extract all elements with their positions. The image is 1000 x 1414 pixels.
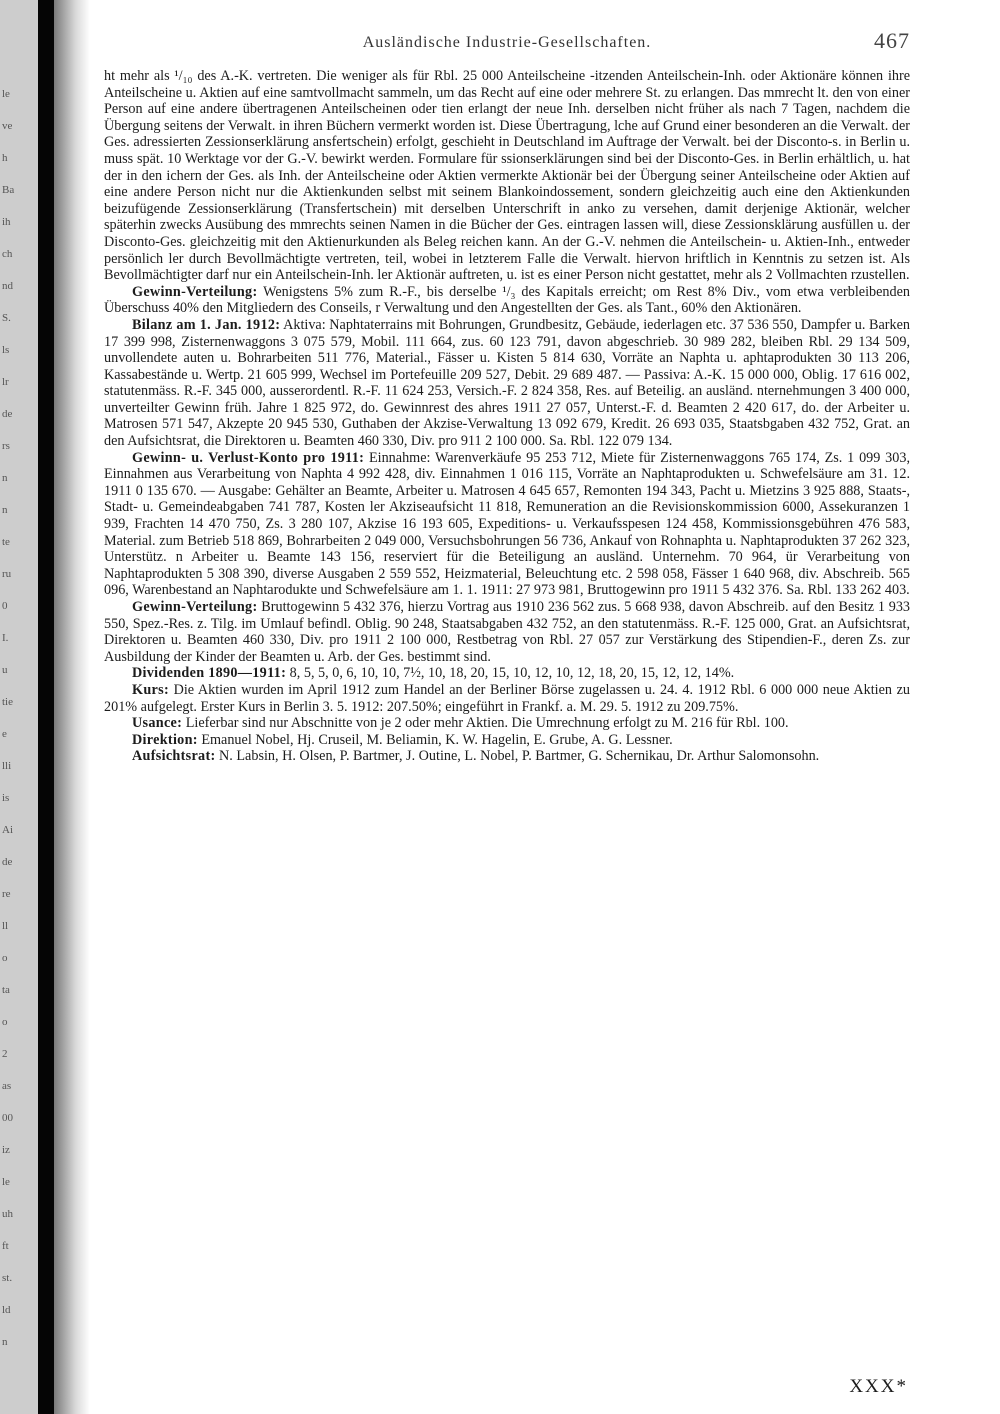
section-text: 8, 5, 5, 0, 6, 10, 10, 7½, 10, 18, 20, 15, 10, 12, 10, 12, 18, 20, 15, 12, 12, 14%.	[289, 665, 735, 682]
running-head	[104, 28, 910, 58]
section-heading: Kurs:	[132, 681, 169, 698]
adjacent-page-strip	[0, 0, 38, 1414]
adjacent-page-fragment: as	[2, 1080, 12, 1092]
adjacent-page-fragment: ls	[2, 344, 10, 356]
section-aufsichtsrat	[104, 748, 910, 765]
section-heading: Gewinn-Verteilung:	[132, 283, 258, 300]
book-gutter	[38, 0, 54, 1414]
section-heading: Gewinn-Verteilung:	[132, 599, 258, 615]
section-text: N. Labsin, H. Olsen, P. Bartmer, J. Outine, L. Nobel, P. Bartmer, G. Schernikau, Dr. Arthur Salomonsohn.	[219, 748, 820, 765]
adjacent-page-fragment: de	[2, 408, 13, 420]
adjacent-page-fragment: S.	[2, 312, 11, 324]
adjacent-page-fragment: ru	[2, 568, 12, 580]
section-text: Einnahme: Warenverkäufe 95 253 712, Miete für Zisternenwaggons 765 174, Zs. 1 099 303, Einnahmen aus Verarbeitung von Naphta 4 992 428, div. Einnahmen 1 016 115, Vorräte an Naphtaprodukten u. Schwefelsäure am 31. 12. 1911 0 135 670. — Ausgabe: Gehälter an Beamte, Arbeiter u. Matrosen 4 645 657, Remonten 194 343, Pacht u. Mietzins 3 925 888, Staats-, Stadt- u. Gemeindeabgaben 741 787, Kosten ler Akziseaufsicht 11 818, Remuneration an die Revisionskommission 6000, Assekuranzen 1 939, Frachten 14 470 750, Zs. 3 280 107, Akzise 16 193 605, Expeditions- u. Verkaufsspesen 124 458, Kommissionsgebühren 476 583, Material. zum Betrieb 518 869, Bohrarbeiten 2 049 000, Versuchsbohrungen 56 736, Ankauf von Rohnaphta u. Naphtaprodukten 37 262 323, Unterstütz. n Arbeiter u. Beamte 143 156, reserviert für die Beteiligung an ausländ. Unternehm. 70 964, ür Verarbeitung von Naphtaprodukten 5 308 390, diverse Ausgaben 2 559 552, Heizmaterial, Beleuchtung etc. 2 598 058, Fässer 1 640 968, div. Abschreib. 565 096, Warenbestand an Naphtarodukte und Schwefelsäure am 1. 1. 1911: 27 973 981, Bruttogewinn pro 1911 5 432 376. Sa. Rbl. 133 262 403.	[104, 449, 910, 599]
adjacent-page-fragment: de	[2, 856, 13, 868]
adjacent-page-fragment: uh	[2, 1208, 13, 1220]
section-gewinn-verlust-konto	[104, 450, 910, 599]
section-dividenden	[104, 665, 910, 682]
adjacent-page-fragment: lr	[2, 376, 9, 388]
adjacent-page-fragment: 0	[2, 600, 8, 612]
adjacent-page-fragment: I.	[2, 632, 9, 644]
section-text: Bruttogewinn 5 432 376, hierzu Vortrag aus 1910 236 562 zus. 5 668 938, davon Abschreib. auf den Besitz 1 933 550, Spez.-Res. z. Tilg. im Umlauf befindl. Oblig. 90 248, Staatsabgaben 432 752, an den statutenmäss. R.-F. 125 000, Grat. an Aufsichtsrat, Direktoren u. Beamten 460 330, Div. pro 1911 2 100 000, Restbetrag von Rbl. 27 057 zur Verstärkung des Stipendien-F., deren Zs. zur Ausbildung der Kinder der Beamten u. Arb. der Ges. bestimmt sind.	[104, 599, 911, 665]
signature-mark: XXX*	[849, 1376, 908, 1397]
adjacent-page-fragment: n	[2, 472, 8, 484]
section-heading: Gewinn- u. Verlust-Konto pro 1911:	[132, 449, 365, 466]
section-heading: Bilanz am 1. Jan. 1912:	[132, 316, 281, 333]
section-text: Lieferbar sind nur Abschnitte von je 2 oder mehr Aktien. Die Umrechnung erfolgt zu M. 216 für Rbl. 100.	[185, 715, 789, 732]
section-bilanz	[104, 317, 910, 450]
section-text: Wenigstens 5% zum R.-F., bis derselbe ¹/₃ des Kapitals erreicht; om Rest 8% Div., vom etwa verbleibenden Überschuss 40% den Mitgliedern des Conseils, r Verwaltung und den Angestellten der Ges. als Tant., 60% den Aktionären.	[104, 283, 910, 317]
adjacent-page-fragment: ch	[2, 248, 13, 260]
adjacent-page-fragment: ta	[2, 984, 10, 996]
page	[104, 28, 910, 765]
section-heading: Usance:	[132, 715, 183, 732]
adjacent-page-fragment: Ba	[2, 184, 15, 196]
section-gewinn-verteilung-1911	[104, 599, 910, 665]
section-heading: Direktion:	[132, 731, 198, 748]
adjacent-page-fragment: ve	[2, 120, 13, 132]
adjacent-page-fragment: n	[2, 1336, 8, 1348]
adjacent-page-fragment: ll	[2, 920, 9, 932]
adjacent-page-fragment: e	[2, 728, 7, 740]
adjacent-page-fragment: h	[2, 152, 8, 164]
adjacent-page-fragment: rs	[2, 440, 10, 452]
intro-paragraph: ht mehr als ¹/₁₀ des A.-K. vertreten. Die weniger als für Rbl. 25 000 Anteilscheine -itzenden Anteilschein-Inh. oder Aktionäre können ihre Anteilscheine u. Aktien auf eine samtvollmacht sammeln, um das Recht auf eine oder mehrere St. zu erlangen. Das mmrecht lt. den von einer Person auf eine andere übertragenen Anteilscheinen oder tien erlangt der neue Inh. derselben nicht früher als nach 7 Tagen, nachdem die Übergung seitens der Verwalt. in ihren Büchern vermerkt worden ist. Diese Übertragung, lche auf Grund einer besonderen an die Verwalt. der Ges. adressierten Zessionserklärung ansfertschein) erfolgt, geschieht in Deutschland im Auftrage der Verwalt. bei der Disconto-s. in Berlin u. muss spät. 10 Werktage vor der G.-V. bewirkt werden. Formulare für ssionserklärungen sind bei der Disconto-Ges. in Berlin erhältlich, u. hat der in den ichern der Ges. als Inh. der Anteilscheine oder Aktien vermerkte Aktionär bei der Übergung seiner Anteilscheine oder Aktien auf eine andere Person nicht nur die Aktienkunden selbst mit seinem Blankoindossement, sondern gleichzeitig auch eine den Aktienkunden beizufügende Zessionserklärung (Transfertschein) mit derselben Unterschrift in anko zu versehen, damit derjenige Aktionär, welcher späterhin zwecks Ausübung des mmrechts seinen Namen in die Bücher der Ges. eintragen lassen will, diese Zessionsklärung ausfüllen u. der Disconto-Ges. gleichzeitig mit den Aktienurkunden als Beleg reichen kann. An der G.-V. nehmen die Anteilschein- u. Aktien-Inh., entweder persönlich ler durch Bevollmächtigte vertreten, teil, wobei in letzterem Falle die Verwalt. hiervon hriftlich in Kenntnis zu setzen ist. Als Bevollmächtigter darf nur ein Anteilschein-Inh. ler Aktionär auftreten, u. ist es einer Person nicht gestattet, mehr als 2 Vollmachten rzustellen.	[104, 68, 910, 284]
section-text: Aktiva: Naphtaterrains mit Bohrungen, Grundbesitz, Gebäude, iederlagen etc. 37 536 550, Dampfer u. Barken 17 399 998, Zisternenwaggons 3 075 579, Mobil. 111 664, zus. 60 123 791, davon abgeschrieb. 30 989 282, bleiben Rbl. 29 134 509, unvollendete auten u. Bohrarbeiten 511 776, Material., Fässer u. Kisten 5 814 630, Vorräte an Naphta u. aphtaprodukten 30 113 206, Kassabestände u. Wertp. 21 605 999, Wechsel im Portefeuille 209 527, Debit. 29 689 487. — Passiva: A.-K. 15 000 000, Oblig. 17 616 002, statutenmäss. R.-F. 345 000, ausserordentl. R.-F. 11 624 253, Versich.-F. 2 824 358, Res. auf Beteilig. an ausländ. nternehmungen 3 400 000, unverteilter Gewinn früh. Jahre 1 825 972, do. Gewinnrest des ahres 1911 27 057, Unterst.-F. d. Beamten 2 420 617, do. der Arbeiter u. Matrosen 571 547, Akzepte 20 945 530, Guthaben der Akzise-Verwaltung 13 092 679, Kredit. 26 693 035, Staatsbgaben 432 752, Grat. an den Aufsichtsrat, die Direktoren u. Beamten 460 330, Div. pro 911 2 100 000. Sa. Rbl. 122 079 134.	[104, 316, 911, 450]
adjacent-page-fragment: nd	[2, 280, 13, 292]
section-direktion	[104, 732, 910, 749]
adjacent-page-fragment: iz	[2, 1144, 10, 1156]
section-heading: Dividenden 1890—1911:	[132, 665, 287, 682]
adjacent-page-fragment: Ai	[2, 824, 13, 836]
gutter-shadow	[54, 0, 90, 1414]
section-heading: Aufsichtsrat:	[132, 748, 216, 765]
adjacent-page-fragment: 2	[2, 1048, 8, 1060]
adjacent-page-fragment: u	[2, 664, 8, 676]
adjacent-page-fragment: ih	[2, 216, 11, 228]
section-text: Emanuel Nobel, Hj. Cruseil, M. Beliamin, K. W. Hagelin, E. Grube, A. G. Lessner.	[201, 731, 673, 748]
adjacent-page-fragment: re	[2, 888, 11, 900]
adjacent-page-fragment: lli	[2, 760, 12, 772]
adjacent-page-fragment: n	[2, 504, 8, 516]
adjacent-page-fragment: st.	[2, 1272, 13, 1284]
adjacent-page-fragment: le	[2, 1176, 10, 1188]
adjacent-page-fragment: tie	[2, 696, 13, 708]
adjacent-page-fragment: ft	[2, 1240, 9, 1252]
adjacent-page-fragment: o	[2, 1016, 8, 1028]
section-kurs	[104, 682, 910, 715]
adjacent-page-fragment: le	[2, 88, 10, 100]
page-number: 467	[874, 28, 910, 53]
body-text	[104, 68, 910, 765]
adjacent-page-fragment: ld	[2, 1304, 11, 1316]
adjacent-page-fragment: te	[2, 536, 10, 548]
running-title: Ausländische Industrie-Gesellschaften.	[362, 34, 652, 51]
section-text: Die Aktien wurden im April 1912 zum Handel an der Berliner Börse zugelassen u. 24. 4. 1912 Rbl. 6 000 000 neue Aktien zu 201% aufgelegt. Erster Kurs in Berlin 3. 5. 1912: 207.50%; eingeführt in Frankf. a. M. 29. 5. 1912 zu 209.75%.	[104, 681, 910, 715]
adjacent-page-fragment: is	[2, 792, 10, 804]
adjacent-page-fragment: o	[2, 952, 8, 964]
section-usance	[104, 715, 910, 732]
adjacent-page-fragment: 00	[2, 1112, 13, 1124]
section-gewinn-verteilung-statute	[104, 284, 910, 317]
